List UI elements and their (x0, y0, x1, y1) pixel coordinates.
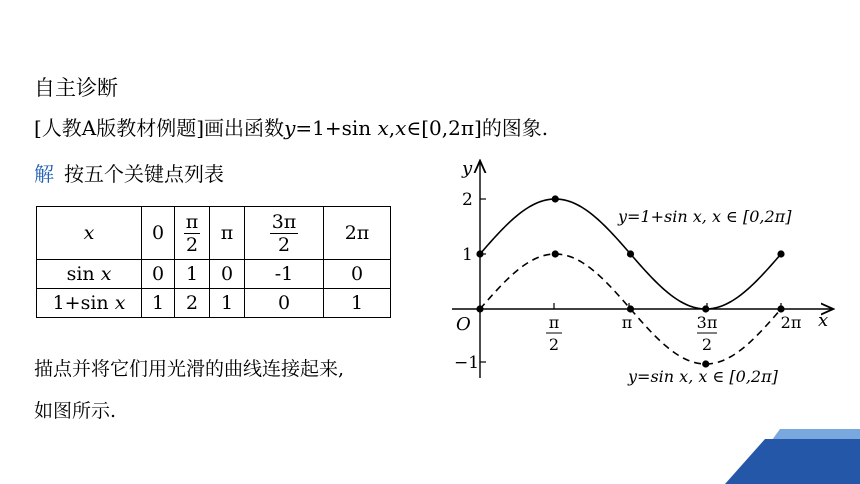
problem-var-y: y (284, 116, 296, 140)
table-row-x (37, 207, 391, 260)
problem-var-x: x (377, 116, 389, 140)
solution-text: 按五个关键点列表 (64, 162, 224, 186)
table-cell: 1 (324, 289, 391, 318)
y-tick-label: 2 (462, 190, 473, 210)
solution-keyword: 解 (34, 162, 54, 186)
table-cell (175, 207, 210, 260)
table-cell (245, 207, 324, 260)
fraction (270, 211, 299, 256)
curve2-label: y=sin x, x ∈ [0,2π] (628, 367, 778, 386)
y-axis-label: y (462, 158, 473, 179)
table-cell: π (210, 207, 245, 260)
description-line-1: 描点并将它们用光滑的曲线连接起来, (34, 358, 345, 380)
value-table (36, 206, 391, 318)
table-cell: 2π (324, 207, 391, 260)
deco-dark-shape (725, 439, 860, 484)
key-point-one-plus-sin (627, 250, 634, 257)
x-tick-label-num: 3π (696, 313, 718, 332)
problem-text-start: [人教A版教材例题]画出函数 (34, 116, 285, 140)
table-cell: 0 (245, 289, 324, 318)
table-cell: 0 (142, 260, 175, 289)
fraction-num: π (185, 210, 199, 233)
x-tick-label-den: 2 (548, 335, 560, 354)
key-point-one-plus-sin (702, 305, 709, 312)
corner-decoration (725, 424, 860, 484)
fraction (184, 211, 201, 256)
fraction-num: 3π (271, 210, 297, 233)
key-point-sin (476, 305, 483, 312)
section-heading: 自主诊断 (34, 76, 118, 100)
table-cell: 2 (175, 289, 210, 318)
y-tick-label: 1 (462, 245, 473, 265)
table-header-sin: sin x (37, 260, 142, 289)
x-tick-label-num: π (548, 313, 560, 332)
table-cell: 1 (210, 289, 245, 318)
table-header-x: x (37, 207, 142, 260)
description-line-2: 如图所示. (34, 400, 117, 422)
problem-var-x2: x (395, 116, 407, 140)
key-point-sin (777, 305, 784, 312)
table-row-one-plus-sin (37, 289, 391, 318)
table-cell: 1 (142, 289, 175, 318)
fraction-den: 2 (277, 233, 291, 256)
problem-statement (34, 112, 548, 141)
table-cell: -1 (245, 260, 324, 289)
key-point-sin (627, 305, 634, 312)
x-tick-label: 2π (780, 313, 802, 332)
table-cell: 0 (324, 260, 391, 289)
key-point-one-plus-sin (552, 195, 559, 202)
key-point-sin (552, 250, 559, 257)
problem-domain: ∈[0,2π] (406, 116, 482, 140)
table-cell: 0 (210, 260, 245, 289)
x-tick-label-den: 2 (701, 335, 713, 354)
fraction-den: 2 (185, 233, 199, 256)
problem-comma: , (388, 116, 396, 140)
sine-graph (440, 150, 840, 400)
table-cell: 1 (175, 260, 210, 289)
problem-equation: =1+sin (295, 116, 378, 140)
solution-line (34, 158, 224, 187)
key-point-one-plus-sin (777, 250, 784, 257)
table-row-sin (37, 260, 391, 289)
description (34, 348, 454, 432)
x-tick-label: π (621, 313, 633, 332)
table-cell: 0 (142, 207, 175, 260)
table-header-one-plus-sin: 1+sin x (37, 289, 142, 318)
curve1-label: y=1+sin x, x ∈ [0,2π] (618, 207, 792, 226)
key-point-one-plus-sin (476, 250, 483, 257)
y-tick-label: −1 (454, 353, 480, 373)
problem-text-end: 的图象. (481, 116, 549, 140)
x-axis-label: x (818, 310, 829, 331)
origin-label: O (456, 314, 471, 335)
